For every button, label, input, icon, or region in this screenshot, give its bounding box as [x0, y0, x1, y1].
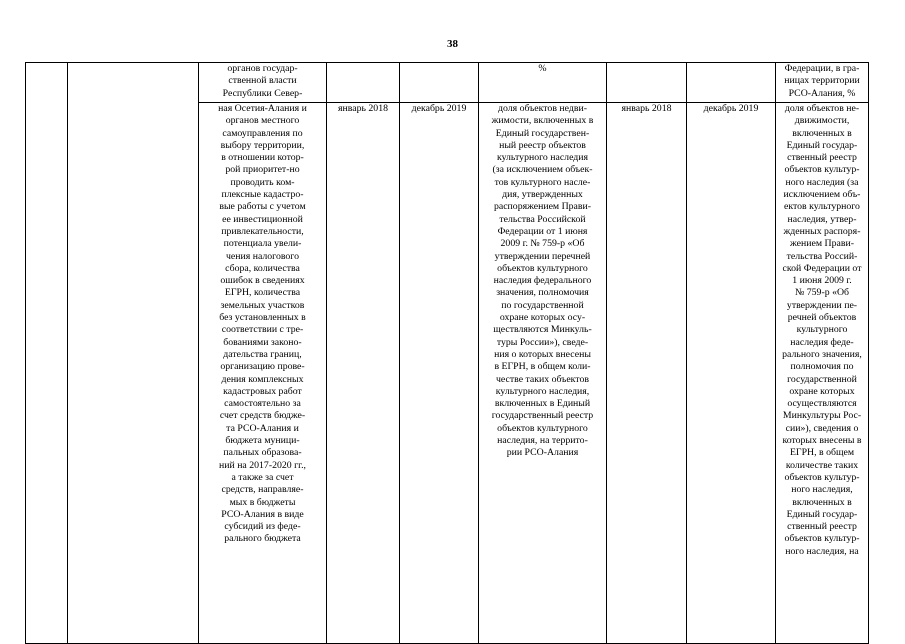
cell-indicator-2-top: Федерации, в гра- ницах территории РСО-Алания, % [776, 63, 869, 103]
cell-measure-description: ная Осетия-Алания и органов местного самоуправления по выбору территории, в отношении котор- рой приоритет-но проводить ком- плексные кадастро- вые работы с учетом ее инвестиционной привлекательности, потенциала увели- чения налогового сбора, количества ошибок в сведениях ЕГРН, количества земельных участков без установленных в соответствии с тре- бованиями законо- дательства границ, организацию прове- дения комплексных кадастровых работ самостоятельно за счет средств бюдже- та РСО-Алания и бюджета муници- пальных образова- ний на 2017-2020 гг., а также за счет средств, направляе- мых в бюджеты РСО-Алания в виде субсидий из феде- рального бюджета [199, 103, 327, 644]
cell-start-date-top [327, 63, 400, 103]
cell-end-date-2-top [687, 63, 776, 103]
cell-measure-description-top: органов государ- ственной власти Республики Север- [199, 63, 327, 103]
cell-end-date-top [400, 63, 479, 103]
cell-indicator-2: доля объектов не- движимости, включенных в Единый государ- ственный реестр объектов культур- ного наследия (за исключением объ- ектов культурного наследия, утвер- жденных распоря- жением Прави- тельства Россий- ской Федерации от 1 июня 2009 г. № 759-р «Об утверждении пе- речней объектов культурного наследия феде- рального значения, полномочия по государственной охране которых осуществляются Минкультуры Рос- сии»), сведения о которых внесены в ЕГРН, в общем количестве таких объектов культур- ного наследия, включенных в Единый государ- ственный реестр объектов культур- ного наследия, на [776, 103, 869, 644]
document-table [25, 62, 869, 644]
table-row-header-continuation [26, 63, 869, 103]
cell-end-date-2: декабрь 2019 [687, 103, 776, 644]
cell-indicator-top: % [479, 63, 607, 103]
cell-start-date-2-top [607, 63, 687, 103]
cell-start-date: январь 2018 [327, 103, 400, 644]
cell-index [26, 63, 68, 644]
cell-start-date-2: январь 2018 [607, 103, 687, 644]
cell-measure [68, 63, 199, 644]
page-number: 38 [447, 38, 458, 50]
cell-indicator: доля объектов недви- жимости, включенных в Единый государствен- ный реестр объектов культурного наследия (за исключением объек- тов культурного насле- дия, утвержденных распоряжением Прави- тельства Российской Федерации от 1 июня 2009 г. № 759-р «Об утверждении перечней объектов культурного наследия федерального значения, полномочия по государственной охране которых осу- ществляются Минкуль- туры России»), сведе- ния о которых внесены в ЕГРН, в общем коли- честве таких объектов культурного наследия, включенных в Единый государственный реестр объектов культурного наследия, на террито- рии РСО-Алания [479, 103, 607, 644]
cell-end-date: декабрь 2019 [400, 103, 479, 644]
